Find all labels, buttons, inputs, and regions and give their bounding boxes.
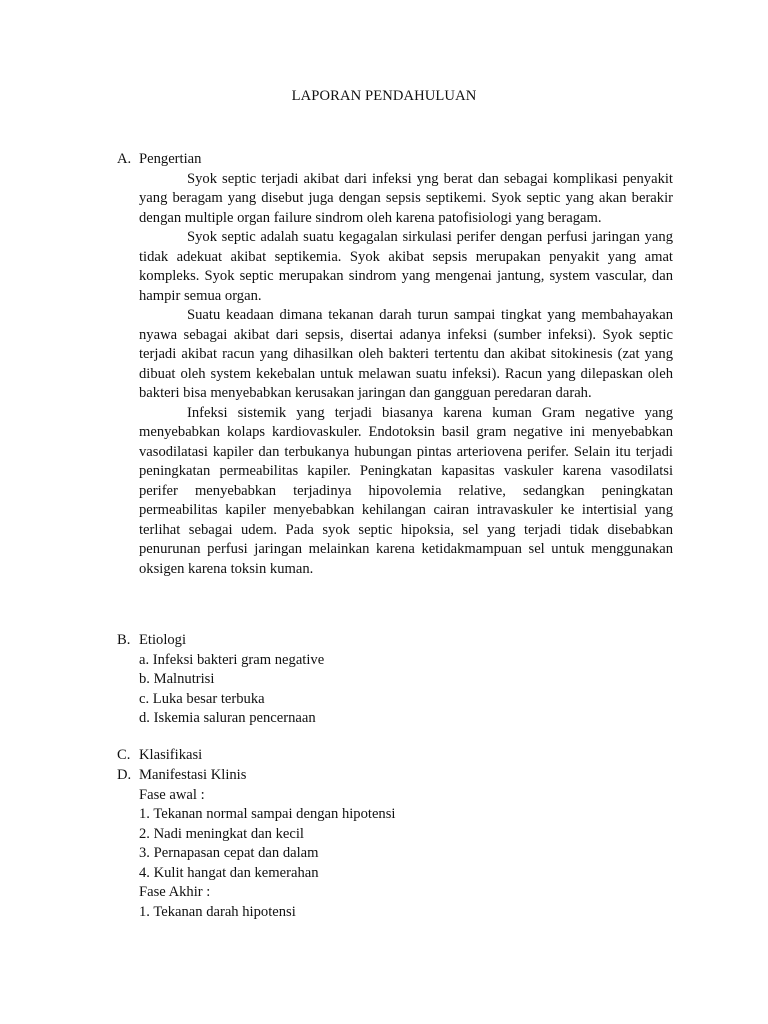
list-item: 1. Tekanan normal sampai dengan hipotensi: [139, 806, 396, 822]
section-pengertian: [117, 150, 677, 579]
list-item: b. Malnutrisi: [139, 671, 215, 687]
list-item: 2. Nadi meningkat dan kecil: [139, 825, 304, 842]
section-heading: [117, 631, 677, 651]
section-title: Pengertian: [139, 151, 202, 167]
document-title: LAPORAN PENDAHULUAN: [291, 88, 477, 104]
paragraph: Suatu keadaan dimana tekanan darah turun sampai tingkat yang membahayakan nyawa sebagai akibat dari sepsis, disertai adanya infeksi (sumber infeksi). Syok septic terjadi akibat racun yang dihasilkan oleh bakteri tertentu dan akibat sitokinesis (zat yang dibuat oleh system kekebalan untuk melawan suatu infeksi). Racun yang dilepaskan oleh bakteri bisa menyebabkan kerusakan jaringan dan gangguan peredaran darah.: [139, 307, 673, 401]
phase-label-early: Fase awal :: [139, 786, 205, 803]
section-letter: C.: [117, 747, 131, 763]
section-body: [139, 786, 673, 923]
section-etiologi: [117, 631, 677, 729]
list-item: 3. Pernapasan cepat dan dalam: [139, 845, 319, 861]
phase-label-late: Fase Akhir :: [139, 884, 211, 900]
section-heading: [117, 746, 677, 766]
late-phase-list: [139, 903, 673, 923]
list-item: c. Luka besar terbuka: [139, 690, 265, 707]
list-item: 4. Kulit hangat dan kemerahan: [139, 864, 319, 881]
list-item: 1. Tekanan darah hipotensi: [139, 903, 296, 920]
section-letter: B.: [117, 632, 131, 648]
etiology-list: [139, 651, 673, 729]
section-title: Etiologi: [139, 632, 187, 648]
section-body: [139, 170, 673, 580]
paragraph: Infeksi sistemik yang terjadi biasanya karena kuman Gram negative yang menyebabkan kolaps kardiovaskuler. Endotoksin basil gram negative ini menyebabkan vasodilatasi kapiler dan terbukanya hubungan pintas arteriovena perifer. Selain itu terjadi peningkatan permeabilitas kapiler. Peningkatan kapasitas vaskuler karena vasodilatsi perifer menyebabkan terjadinya hipovolemia relative, sedangkan peningkatan permeabilitas kapiler menyebabkan kehilangan cairan intravaskuler ke intertisial yang terlihat sebagai udem. Pada syok septic hipoksia, sel yang terjadi tidak disebabkan penurunan perfusi jaringan melainkan karena ketidakmampuan sel untuk menggunakan oksigen karena toksin kuman.: [139, 404, 673, 577]
paragraph: Syok septic terjadi akibat dari infeksi yng berat dan sebagai komplikasi penyakit yang beragam yang disebut juga dengan sepsis septikemi. Syok septic yang akan berakir dengan multiple organ failure sindrom oleh karena patofisiologi yang beragam.: [139, 170, 673, 226]
section-heading: [117, 766, 677, 786]
section-title: Manifestasi Klinis: [139, 767, 247, 783]
section-manifestasi-klinis: [117, 766, 677, 922]
list-item: a. Infeksi bakteri gram negative: [139, 651, 325, 668]
paragraph: Syok septic adalah suatu kegagalan sirkulasi perifer dengan perfusi jaringan yang tidak adekuat akibat septikemia. Syok akibat sepsis merupakan penyakit yang amat kompleks. Syok septic merupakan sindrom yang mengenai jantung, system vascular, dan hampir semua organ.: [139, 229, 673, 304]
section-letter: A.: [117, 151, 132, 167]
section-letter: D.: [117, 767, 132, 783]
section-title: Klasifikasi: [139, 747, 203, 763]
list-item: d. Iskemia saluran pencernaan: [139, 710, 316, 726]
early-phase-list: [139, 805, 673, 883]
section-klasifikasi: [117, 746, 677, 766]
section-body: [139, 651, 673, 729]
section-heading: [117, 150, 677, 170]
